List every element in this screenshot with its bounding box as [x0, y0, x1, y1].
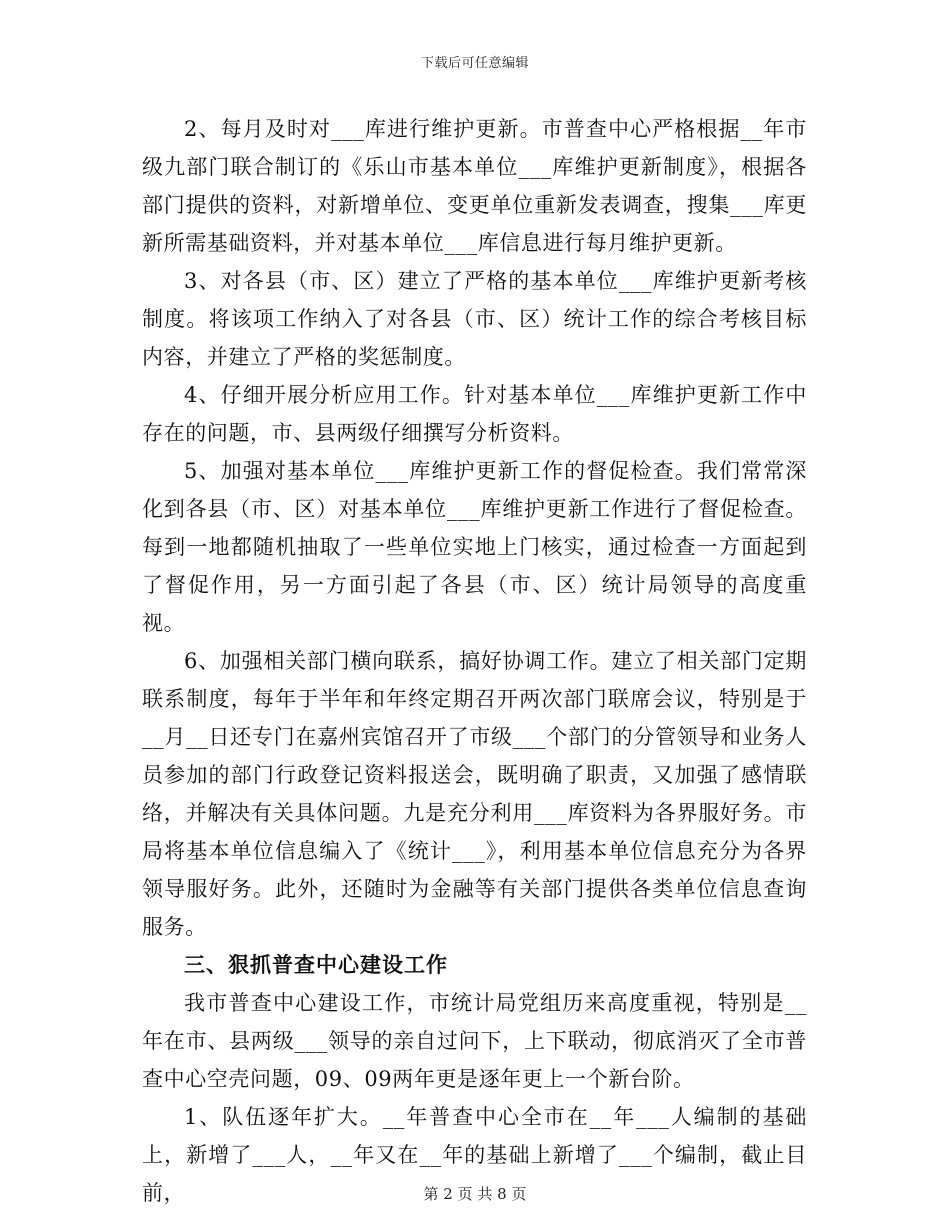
paragraph-item-5: 5、加强对基本单位___库维护更新工作的督促检查。我们常常深化到各县（市、区）对基本单位___库维护更新工作进行了督促检查。每到一地都随机抽取了一些单位实地上门核实，通过检查一方面起到了督促作用，另一方面引起了各县（市、区）统计局领导的高度重视。: [142, 459, 807, 635]
page-footer: 第 2 页 共 8 页: [423, 1185, 527, 1203]
paragraph-intro: 我市普查中心建设工作，市统计局党组历来高度重视，特别是__年在市、县两级___领导的亲自过问下，上下联动，彻底消灭了全市普查中心空壳问题，09、09两年更是逐年更上一个新台阶。: [142, 991, 807, 1091]
paragraph-item-1: 1、队伍逐年扩大。__年普查中心全市在__年___人编制的基础上，新增了___人，__年又在__年的基础上新增了___个编制，截止目前，: [142, 1105, 807, 1205]
paragraph-item-3: 3、对各县（市、区）建立了严格的基本单位___库维护更新考核制度。将该项工作纳入了对各县（市、区）统计工作的综合考核目标内容，并建立了严格的奖惩制度。: [142, 269, 807, 369]
page-header: 下载后可任意编辑: [420, 56, 529, 71]
section-heading: 三、狠抓普查中心建设工作: [184, 952, 448, 977]
paragraph-item-2: 2、每月及时对___库进行维护更新。市普查中心严格根据__年市级九部门联合制订的《乐山市基本单位___库维护更新制度》，根据各部门提供的资料，对新增单位、变更单位重新发表调查，搜集___库更新所需基础资料，并对基本单位___库信息进行每月维护更新。: [142, 117, 807, 255]
paragraph-item-6: 6、加强相关部门横向联系，搞好协调工作。建立了相关部门定期联系制度，每年于半年和年终定期召开两次部门联席会议，特别是于__月__日还专门在嘉州宾馆召开了市级___个部门的分管领导和业务人员参加的部门行政登记资料报送会，既明确了职责，又加强了感情联络，并解决有关具体问题。九是充分利用___库资料为各界服好务。市局将基本单位信息编入了《统计___》，利用基本单位信息充分为各界领导服好务。此外，还随时为金融等有关部门提供各类单位信息查询服务。: [142, 649, 807, 939]
paragraph-item-4: 4、仔细开展分析应用工作。针对基本单位___库维护更新工作中存在的问题，市、县两级仔细撰写分析资料。: [142, 383, 807, 445]
document-body: [142, 110, 807, 1212]
